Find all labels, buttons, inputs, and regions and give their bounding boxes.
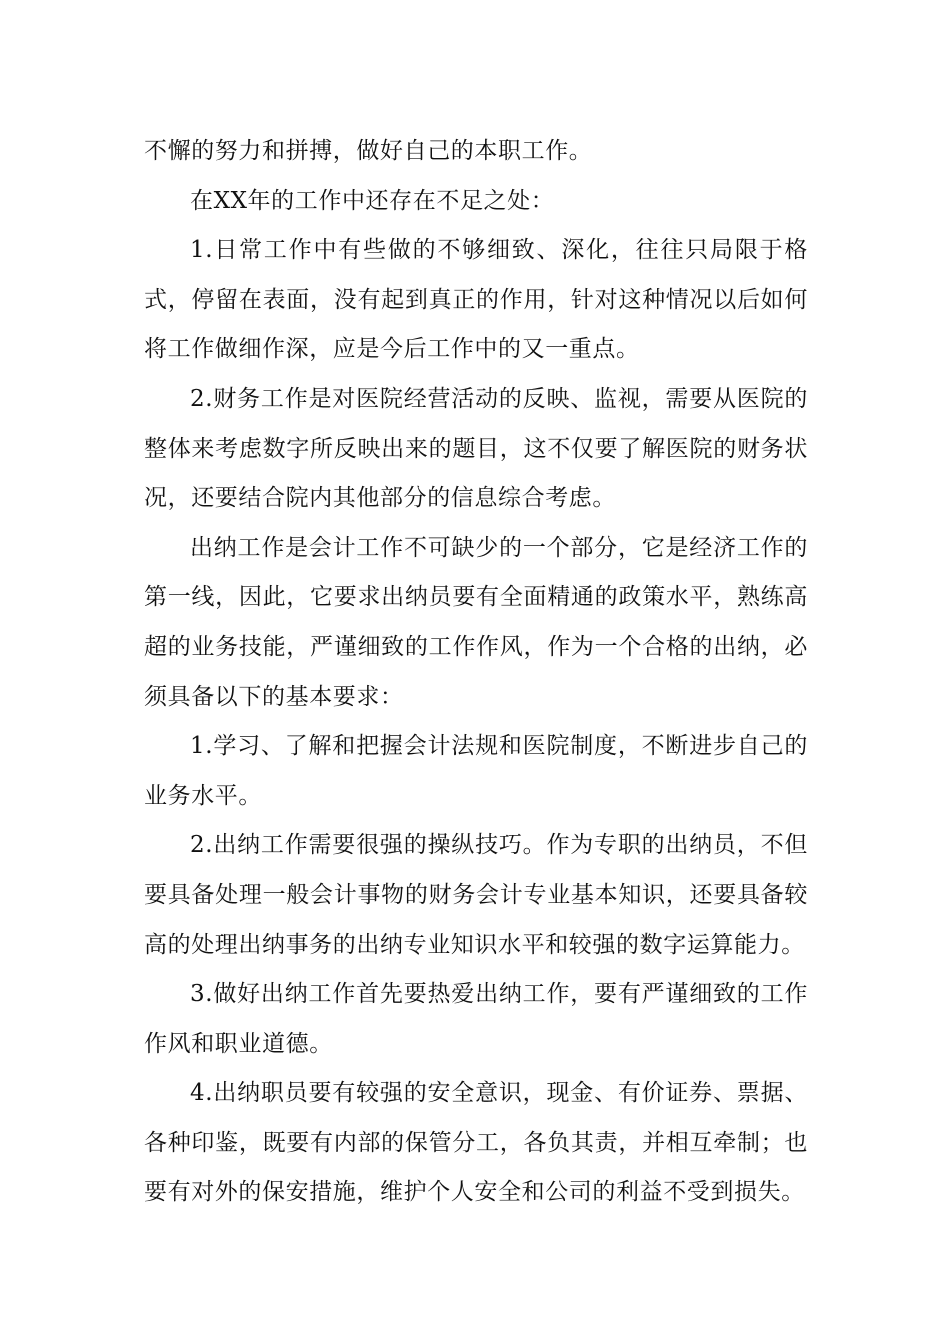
paragraph-shortcomings-intro: 在XX年的工作中还存在不足之处： [190, 187, 555, 214]
document-body [144, 127, 808, 1218]
paragraph-requirement-4: 4.出纳职员要有较强的安全意识，现金、有价证券、票据、各种印鉴，既要有内部的保管分工，各负其责，并相互牵制；也要有对外的保安措施，维护个人安全和公司的利益不受到损失。 [144, 1080, 808, 1206]
paragraph-requirement-3: 3.做好出纳工作首先要热爱出纳工作，要有严谨细致的工作作风和职业道德。 [144, 981, 808, 1057]
paragraph-requirement-1: 1.学习、了解和把握会计法规和医院制度，不断进步自己的业务水平。 [144, 733, 808, 809]
paragraph-continuation: 不懈的努力和拼搏，做好自己的本职工作。 [144, 138, 593, 164]
paragraph-shortcoming-2: 2.财务工作是对医院经营活动的反映、监视，需要从医院的整体来考虑数字所反映出来的题目，这不仅要了解医院的财务状况，还要结合院内其他部分的信息综合考虑。 [144, 385, 808, 512]
paragraph-shortcoming-1: 1.日常工作中有些做的不够细致、深化，往往只局限于格式，停留在表面，没有起到真正的作用，针对这种情况以后如何将工作做细作深，应是今后工作中的又一重点。 [144, 237, 808, 363]
paragraph-requirement-2: 2.出纳工作需要很强的操纵技巧。作为专职的出纳员，不但要具备处理一般会计事物的财务会计专业基本知识，还要具备较高的处理出纳事务的出纳专业知识水平和较强的数字运算能力。 [144, 832, 808, 958]
paragraph-cashier-requirements-intro: 出纳工作是会计工作不可缺少的一个部分，它是经济工作的第一线，因此，它要求出纳员要有全面精通的政策水平，熟练高超的业务技能，严谨细致的工作作风，作为一个合格的出纳，必须具备以下的基本要求： [144, 534, 808, 710]
